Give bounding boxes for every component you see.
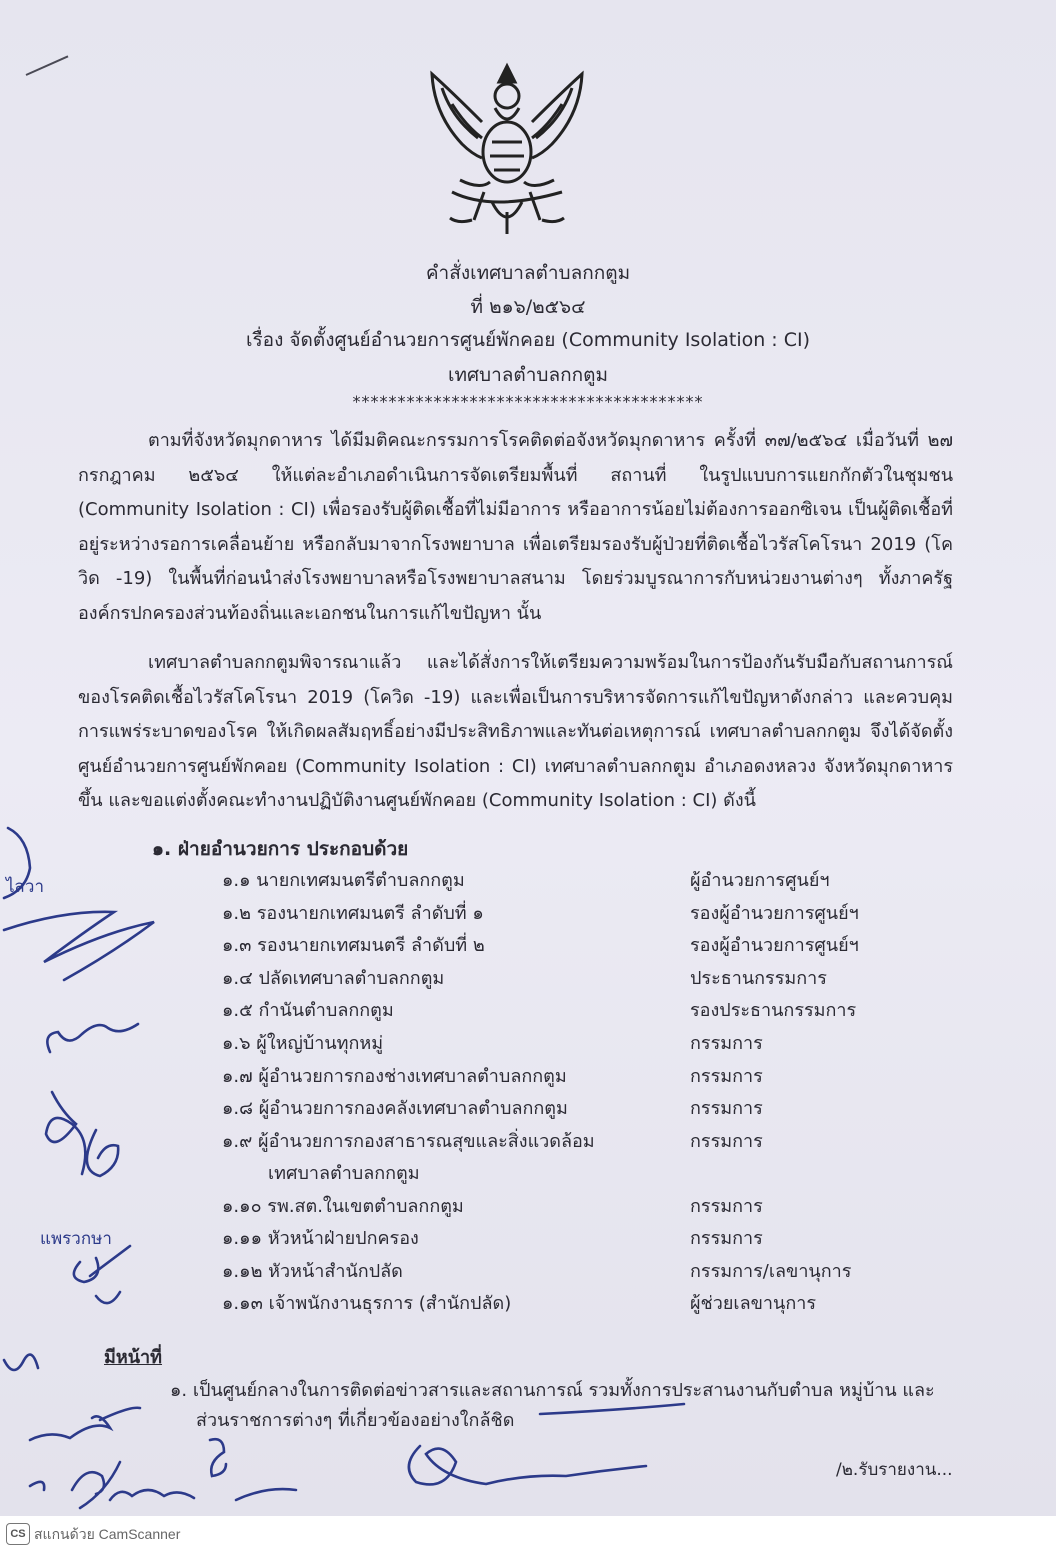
member-role: กรรมการ xyxy=(690,1098,763,1119)
scanner-footer xyxy=(0,1516,1056,1551)
member-name: ๑.๗ ผู้อำนวยการกองช่างเทศบาลตำบลกกตูม xyxy=(222,1066,567,1087)
signature-mark xyxy=(4,912,154,980)
member-name-line2: เทศบาลตำบลกกตูม xyxy=(268,1163,420,1184)
order-subject-line2: เทศบาลตำบลกกตูม xyxy=(447,364,609,386)
member-role: กรรมการ xyxy=(690,1066,763,1087)
member-name: ๑.๘ ผู้อำนวยการกองคลังเทศบาลตำบลกกตูม xyxy=(222,1098,568,1119)
member-role: กรรมการ xyxy=(690,1033,763,1054)
scanner-credit: สแกนด้วย CamScanner xyxy=(34,1526,181,1542)
duty-1-line2: ส่วนราชการต่างๆ ที่เกี่ยวข้องอย่างใกล้ชิด xyxy=(196,1410,515,1431)
member-name: ๑.๑๓ เจ้าพนักงานธุรการ (สำนักปลัด) xyxy=(222,1293,512,1314)
member-role: กรรมการ xyxy=(690,1228,763,1249)
member-name: ๑.๔ ปลัดเทศบาลตำบลกกตูม xyxy=(222,968,445,989)
signature-mark xyxy=(210,1439,226,1476)
paragraph-2: เทศบาลตำบลกกตูมพิจารณาแล้ว และได้สั่งการให้เตรียมความพร้อมในการป้องกันรับมือกับสถานการณ์ของโรคติดเชื้อไวรัสโคโรนา 2019 (โควิด -19) และเพื่อเป็นการบริหารจัดการแก้ไขปัญหาดังกล่าว และควบคุมการแพร่ระบาดของโรค ให้เกิดผลสัมฤทธิ์อย่างมีประสิทธิภาพและทันต่อเหตุการณ์ เทศบาลตำบลกกตูม จึงได้จัดตั้งศูนย์อำนวยการศูนย์พักคอย (Community Isolation : CI) เทศบาลตำบลกกตูม อำเภอดงหลวง จังหวัดมุกดาหาร ขึ้น และขอแต่งตั้งคณะทำงานปฏิบัติงานศูนย์พักคอย (Community Isolation : CI) ดังนี้ xyxy=(78,652,953,811)
signature-mark xyxy=(46,1092,85,1174)
section-1-heading: ๑. ฝ่ายอำนวยการ ประกอบด้วย xyxy=(152,838,409,860)
signature-mark xyxy=(4,828,30,898)
member-role: รองผู้อำนวยการศูนย์ฯ xyxy=(690,903,859,924)
order-subject: เรื่อง จัดตั้งศูนย์อำนวยการศูนย์พักคอย (Community Isolation : CI) xyxy=(245,329,811,351)
garuda-emblem-icon xyxy=(422,52,592,242)
signature-mark xyxy=(30,1462,120,1508)
duties-heading: มีหน้าที่ xyxy=(104,1347,163,1368)
signature-mark xyxy=(47,1024,138,1052)
signature-mark xyxy=(4,1355,38,1370)
member-role: ผู้ช่วยเลขานุการ xyxy=(690,1293,816,1314)
order-number: ที่ ๒๑๖/๒๕๖๔ xyxy=(470,296,586,318)
member-name: ๑.๑๑ หัวหน้าฝ่ายปกครอง xyxy=(222,1228,419,1249)
member-role: กรรมการ xyxy=(690,1196,763,1217)
member-role: กรรมการ/เลขานุการ xyxy=(690,1261,852,1282)
signature-mark xyxy=(409,1446,646,1485)
duty-1-line1: ๑. เป็นศูนย์กลางในการติดต่อข่าวสารและสถานการณ์ รวมทั้งการประสานงานกับตำบล หมู่บ้าน และ xyxy=(170,1380,935,1401)
paragraph-1: ตามที่จังหวัดมุกดาหาร ได้มีมติคณะกรรมการโรคติดต่อจังหวัดมุกดาหาร ครั้งที่ ๓๗/๒๕๖๔ เมื่อวันที่ ๒๗ กรกฎาคม ๒๕๖๔ ให้แต่ละอำเภอดำเนินการจัดเตรียมพื้นที่ สถานที่ ในรูปแบบการแยกกักตัวในชุมชน (Community Isolation : CI) เพื่อรองรับผู้ติดเชื้อที่ไม่มีอาการ หรืออาการน้อยไม่ต้องการออกซิเจน เป็นผู้ติดเชื้อที่อยู่ระหว่างรอการเคลื่อนย้าย หรือกลับมาจากโรงพยาบาล เพื่อเตรียมรองรับผู้ป่วยที่ติดเชื้อไวรัสโคโรนา 2019 (โควิด -19) ในพื้นที่ก่อนนำส่งโรงพยาบาลหรือโรงพยาบาลสนาม โดยร่วมบูรณาการกับหน่วยงานต่างๆ ทั้งภาครัฐ องค์กรปกครองส่วนท้องถิ่นและเอกชนในการแก้ไขปัญหา นั้น xyxy=(78,430,953,624)
pen-mark xyxy=(26,55,69,76)
continued-marker: /๒.รับรายงาน... xyxy=(836,1460,953,1480)
member-name: ๑.๑๐ รพ.สต.ในเขตตำบลกกตูม xyxy=(222,1196,464,1217)
separator: *************************************** xyxy=(352,392,704,411)
initial-text: ไสวา xyxy=(6,877,45,897)
member-name: ๑.๓ รองนายกเทศมนตรี ลำดับที่ ๒ xyxy=(222,935,485,956)
signature-mark xyxy=(74,1246,130,1303)
order-title: คำสั่งเทศบาลตำบลกกตูม xyxy=(425,262,631,284)
member-name: ๑.๖ ผู้ใหญ่บ้านทุกหมู่ xyxy=(222,1033,384,1054)
initial-text: แพรวกษา xyxy=(40,1229,112,1249)
camscanner-logo-icon: CS xyxy=(6,1523,30,1545)
member-role: ประธานกรรมการ xyxy=(690,968,827,989)
member-name: ๑.๑๒ หัวหน้าสำนักปลัด xyxy=(222,1261,403,1282)
member-role: รองประธานกรรมการ xyxy=(690,1000,857,1021)
member-role: กรรมการ xyxy=(690,1131,763,1152)
member-name: ๑.๕ กำนันตำบลกกตูม xyxy=(222,1000,394,1021)
member-name: ๑.๙ ผู้อำนวยการกองสาธารณสุขและสิ่งแวดล้อม xyxy=(222,1131,595,1152)
member-role: รองผู้อำนวยการศูนย์ฯ xyxy=(690,935,859,956)
signature-mark xyxy=(110,1489,296,1500)
member-role: ผู้อำนวยการศูนย์ฯ xyxy=(690,870,830,891)
signature-mark xyxy=(87,1130,118,1176)
member-name: ๑.๑ นายกเทศมนตรีตำบลกกตูม xyxy=(222,870,465,891)
signature-mark xyxy=(30,1408,140,1440)
member-name: ๑.๒ รองนายกเทศมนตรี ลำดับที่ ๑ xyxy=(222,903,484,924)
